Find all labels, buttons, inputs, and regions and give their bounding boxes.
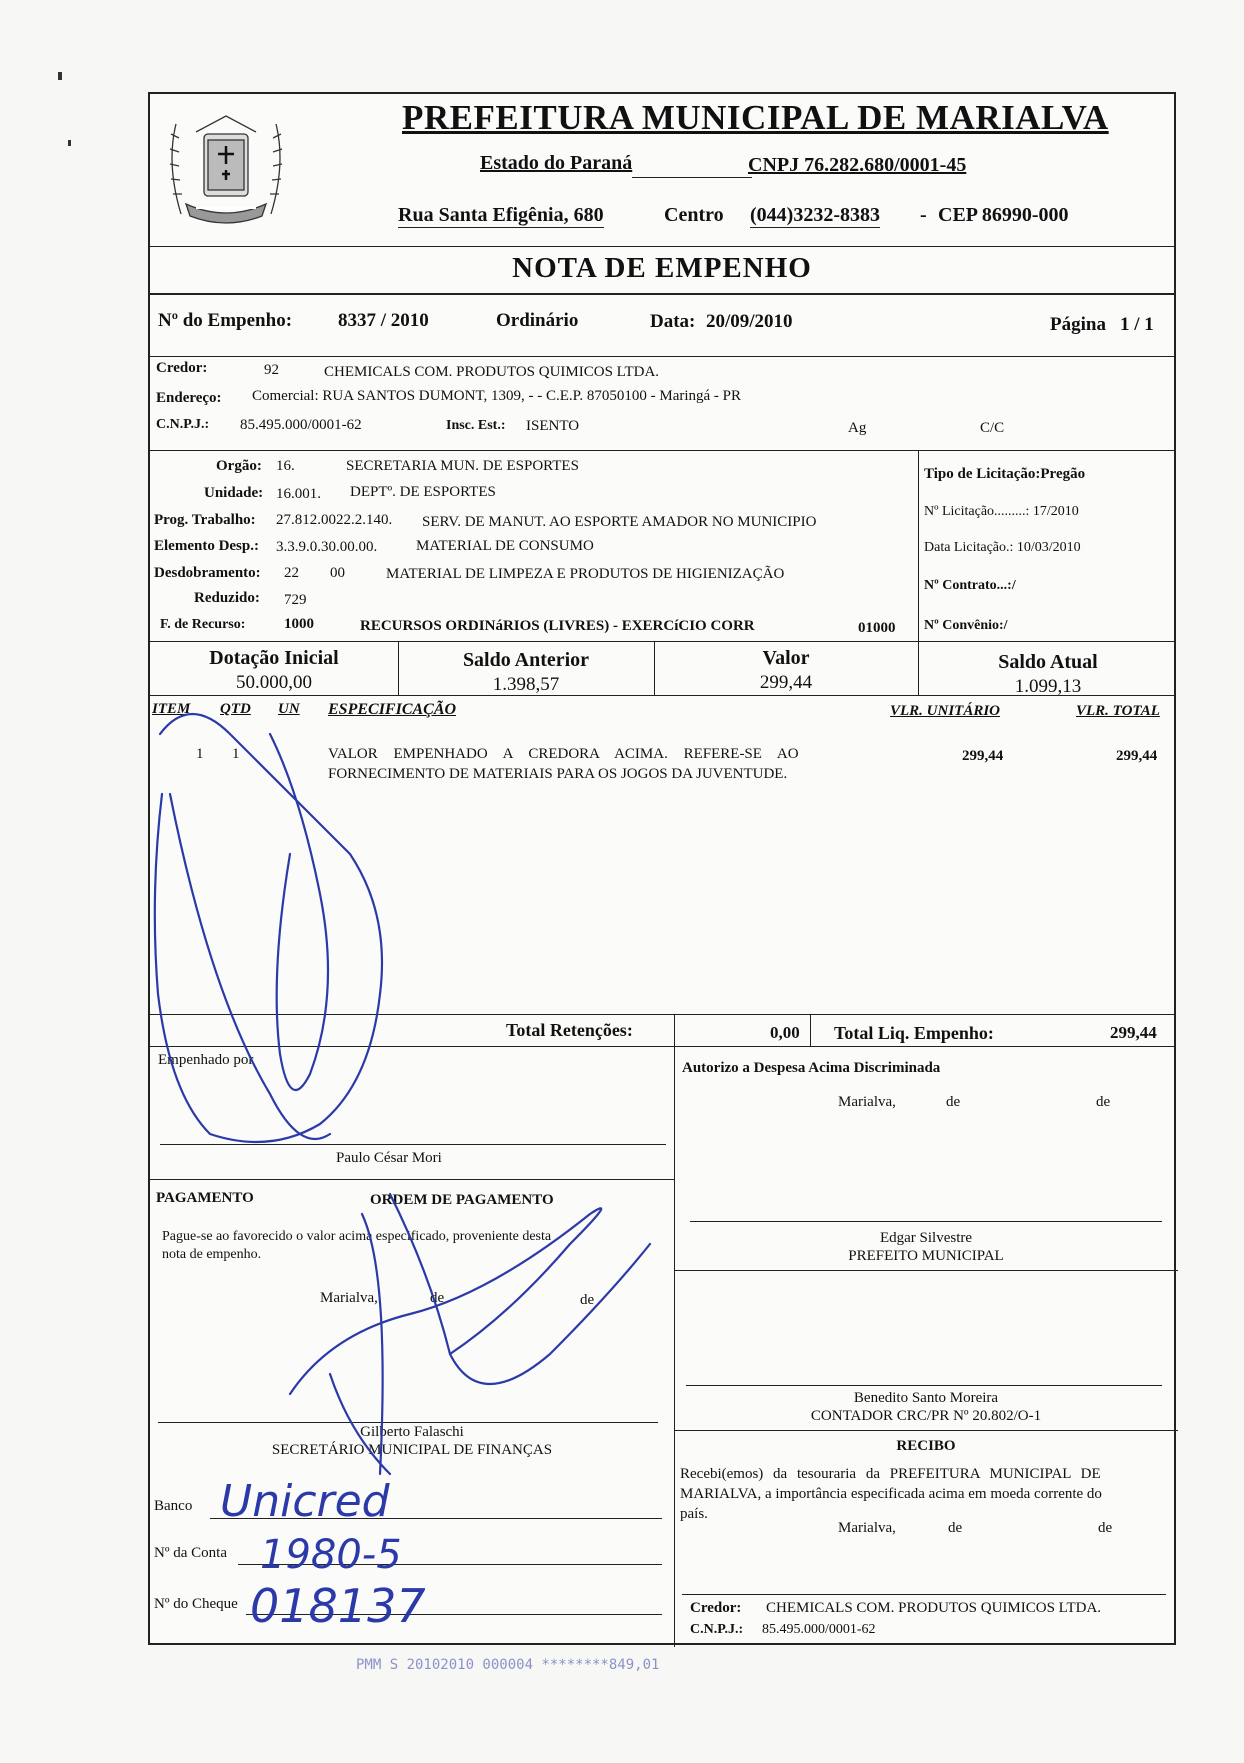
item-description-1: VALOR EMPENHADO A CREDORA ACIMA. REFERE-SE AO [328, 746, 799, 762]
recibo-cnpj-label: C.N.P.J.: [690, 1622, 744, 1637]
empenho-number: 8337 / 2010 [338, 310, 429, 331]
reduzido-value: 729 [284, 592, 307, 608]
saldo-anterior-value: 1.398,57 [492, 674, 560, 695]
handwritten-signatures [150, 94, 1178, 1647]
cheque-handwritten: 018137 [250, 1579, 426, 1633]
insc-label: Insc. Est.: [446, 418, 506, 433]
item-description-2: FORNECIMENTO DE MATERIAIS PARA OS JOGOS DA JUVENTUDE. [328, 766, 788, 782]
item-unit-value: 299,44 [962, 748, 1004, 764]
recibo-credor: CHEMICALS COM. PRODUTOS QUIMICOS LTDA. [766, 1600, 1102, 1616]
margin-mark [58, 72, 62, 80]
document-title: NOTA DE EMPENHO [512, 252, 812, 284]
col-item: ITEM [152, 701, 191, 717]
desdobramento-code1: 22 [284, 565, 299, 581]
pagamento-de1: de [430, 1290, 445, 1306]
credor-code: 92 [264, 362, 279, 378]
page-label: Página [1050, 314, 1106, 335]
conta-handwritten: 1980-5 [260, 1532, 402, 1578]
address-label: Endereço: [156, 390, 222, 406]
unidade-name: DEPTº. DE ESPORTES [350, 484, 496, 500]
prog-code: 27.812.0022.2.140. [276, 512, 393, 528]
footer-stamp: PMM S 20102010 000004 ********849,01 [356, 1657, 660, 1673]
handwritten-bank-data [210, 1464, 610, 1634]
item-total-value: 299,44 [1116, 748, 1158, 764]
valor-label: Valor [762, 647, 810, 669]
item-number: 1 [196, 746, 204, 762]
prefeito-name: Edgar Silvestre [879, 1230, 973, 1246]
unidade-code: 16.001. [276, 486, 321, 502]
prefeito-role: PREFEITO MUNICIPAL [848, 1248, 1004, 1264]
retencoes-value: 0,00 [770, 1023, 800, 1042]
desdobramento-code2: 00 [330, 565, 345, 581]
cnpj-label: C.N.P.J.: [156, 417, 210, 432]
empenho-number-label: Nº do Empenho: [158, 310, 293, 331]
recibo-de2: de [1098, 1520, 1113, 1536]
state-name: Estado do Paraná [480, 152, 633, 174]
valor-value: 299,44 [759, 672, 813, 693]
empenho-date-label: Data: [650, 311, 696, 332]
conta-label: Nº da Conta [154, 1545, 227, 1561]
credor-address: Comercial: RUA SANTOS DUMONT, 1309, - - C.E.P. 87050100 - Maringá - PR [252, 388, 742, 404]
address: Rua Santa Efigênia, 680 [398, 204, 604, 226]
elemento-label: Elemento Desp.: [154, 538, 259, 554]
elemento-name: MATERIAL DE CONSUMO [416, 538, 594, 554]
account-label: C/C [980, 420, 1005, 436]
cheque-label: Nº do Cheque [154, 1596, 238, 1612]
autorizo-de2: de [1096, 1094, 1111, 1110]
margin-mark [68, 140, 71, 146]
credor-cnpj: 85.495.000/0001-62 [240, 417, 362, 433]
pagamento-de2: de [580, 1292, 595, 1308]
secretario-role: SECRETÁRIO MUNICIPAL DE FINANÇAS [271, 1442, 553, 1458]
dotacao-label: Dotação Inicial [209, 647, 339, 669]
pagamento-label: PAGAMENTO [156, 1190, 254, 1206]
col-vlr-total: VLR. TOTAL [1076, 703, 1160, 719]
secretario-name: Gilberto Falaschi [360, 1424, 464, 1440]
liquido-label: Total Liq. Empenho: [834, 1023, 994, 1043]
fonte-number: 01000 [858, 620, 896, 636]
fonte-label: F. de Recurso: [160, 617, 246, 632]
phone: (044)3232-8383 [750, 204, 880, 226]
orgao-code: 16. [276, 458, 295, 474]
orgao-label: Orgão: [216, 458, 262, 474]
col-qtd: QTD [220, 701, 251, 717]
contador-name: Benedito Santo Moreira [853, 1390, 999, 1406]
saldo-atual-value: 1.099,13 [1014, 676, 1082, 697]
empenho-type: Ordinário [496, 310, 579, 331]
credor-label: Credor: [156, 360, 208, 376]
contador-role: CONTADOR CRC/PR Nº 20.802/O-1 [810, 1408, 1042, 1424]
convenio: Nº Convênio:/ [924, 618, 1008, 633]
recibo-credor-label: Credor: [690, 1600, 742, 1616]
empenhado-label: Empenhado por [158, 1052, 254, 1068]
banco-handwritten: Unicred [220, 1476, 390, 1527]
autorizo-label: Autorizo a Despesa Acima Discriminada [682, 1060, 941, 1076]
separator: - [920, 204, 927, 226]
page-number: 1 / 1 [1120, 314, 1154, 335]
cep: CEP 86990-000 [938, 204, 1069, 226]
pagamento-text-1: Pague-se ao favorecido o valor acima especificado, proveniente desta [162, 1229, 552, 1244]
liquido-value: 299,44 [1110, 1023, 1157, 1042]
empenho-document [148, 92, 1176, 1645]
empenho-date: 20/09/2010 [706, 311, 793, 332]
licitacao-data: Data Licitação.: 10/03/2010 [924, 540, 1081, 555]
recibo-text-2: MARIALVA, a importância especificada acima em moeda corrente do [680, 1486, 1102, 1502]
agency-label: Ag [848, 420, 867, 436]
autorizo-city: Marialva, [838, 1094, 896, 1110]
district: Centro [664, 204, 724, 226]
dotacao-value: 50.000,00 [236, 672, 312, 693]
elemento-code: 3.3.9.0.30.00.00. [276, 539, 378, 555]
saldo-atual-label: Saldo Atual [998, 651, 1098, 673]
contrato: Nº Contrato...:/ [924, 578, 1016, 593]
desdobramento-label: Desdobramento: [154, 565, 261, 581]
prog-name: SERV. DE MANUT. AO ESPORTE AMADOR NO MUNICIPIO [422, 514, 817, 530]
item-qty: 1 [232, 746, 240, 762]
recibo-city: Marialva, [838, 1520, 896, 1536]
banco-label: Banco [154, 1498, 193, 1514]
cnpj-header: CNPJ 76.282.680/0001-45 [748, 154, 967, 176]
licitacao-tipo: Tipo de Licitação:Pregão [924, 466, 1086, 482]
col-especificacao: ESPECIFICAÇÃO [328, 701, 457, 718]
page-title: PREFEITURA MUNICIPAL DE MARIALVA [402, 98, 1109, 137]
reduzido-label: Reduzido: [194, 590, 260, 606]
orgao-name: SECRETARIA MUN. DE ESPORTES [346, 458, 579, 474]
recibo-text-3: país. [680, 1506, 708, 1522]
recibo-label: RECIBO [896, 1438, 956, 1454]
licitacao-numero: Nº Licitação.........: 17/2010 [924, 504, 1079, 519]
desdobramento-name: MATERIAL DE LIMPEZA E PRODUTOS DE HIGIENIZAÇÃO [386, 566, 785, 582]
retencoes-label: Total Retenções: [506, 1020, 633, 1040]
insc-value: ISENTO [526, 418, 580, 434]
empenhado-signer: Paulo César Mori [336, 1150, 442, 1166]
prog-label: Prog. Trabalho: [154, 512, 256, 528]
autorizo-de1: de [946, 1094, 961, 1110]
ordem-pagamento-label: ORDEM DE PAGAMENTO [370, 1192, 554, 1208]
recibo-text-1: Recebi(emos) da tesouraria da PREFEITURA MUNICIPAL DE [680, 1466, 1101, 1482]
recibo-cnpj: 85.495.000/0001-62 [762, 1622, 876, 1637]
fonte-code: 1000 [284, 616, 314, 632]
pagamento-text-2: nota de empenho. [162, 1247, 262, 1262]
col-un: UN [278, 701, 300, 717]
col-vlr-unitario: VLR. UNITÁRIO [890, 703, 1001, 719]
pagamento-city: Marialva, [320, 1290, 378, 1306]
recibo-de1: de [948, 1520, 963, 1536]
fonte-name: RECURSOS ORDINáRIOS (LIVRES) - EXERCíCIO CORR [360, 618, 755, 634]
saldo-anterior-label: Saldo Anterior [462, 649, 590, 671]
credor-name: CHEMICALS COM. PRODUTOS QUIMICOS LTDA. [324, 364, 660, 380]
unidade-label: Unidade: [204, 485, 264, 501]
